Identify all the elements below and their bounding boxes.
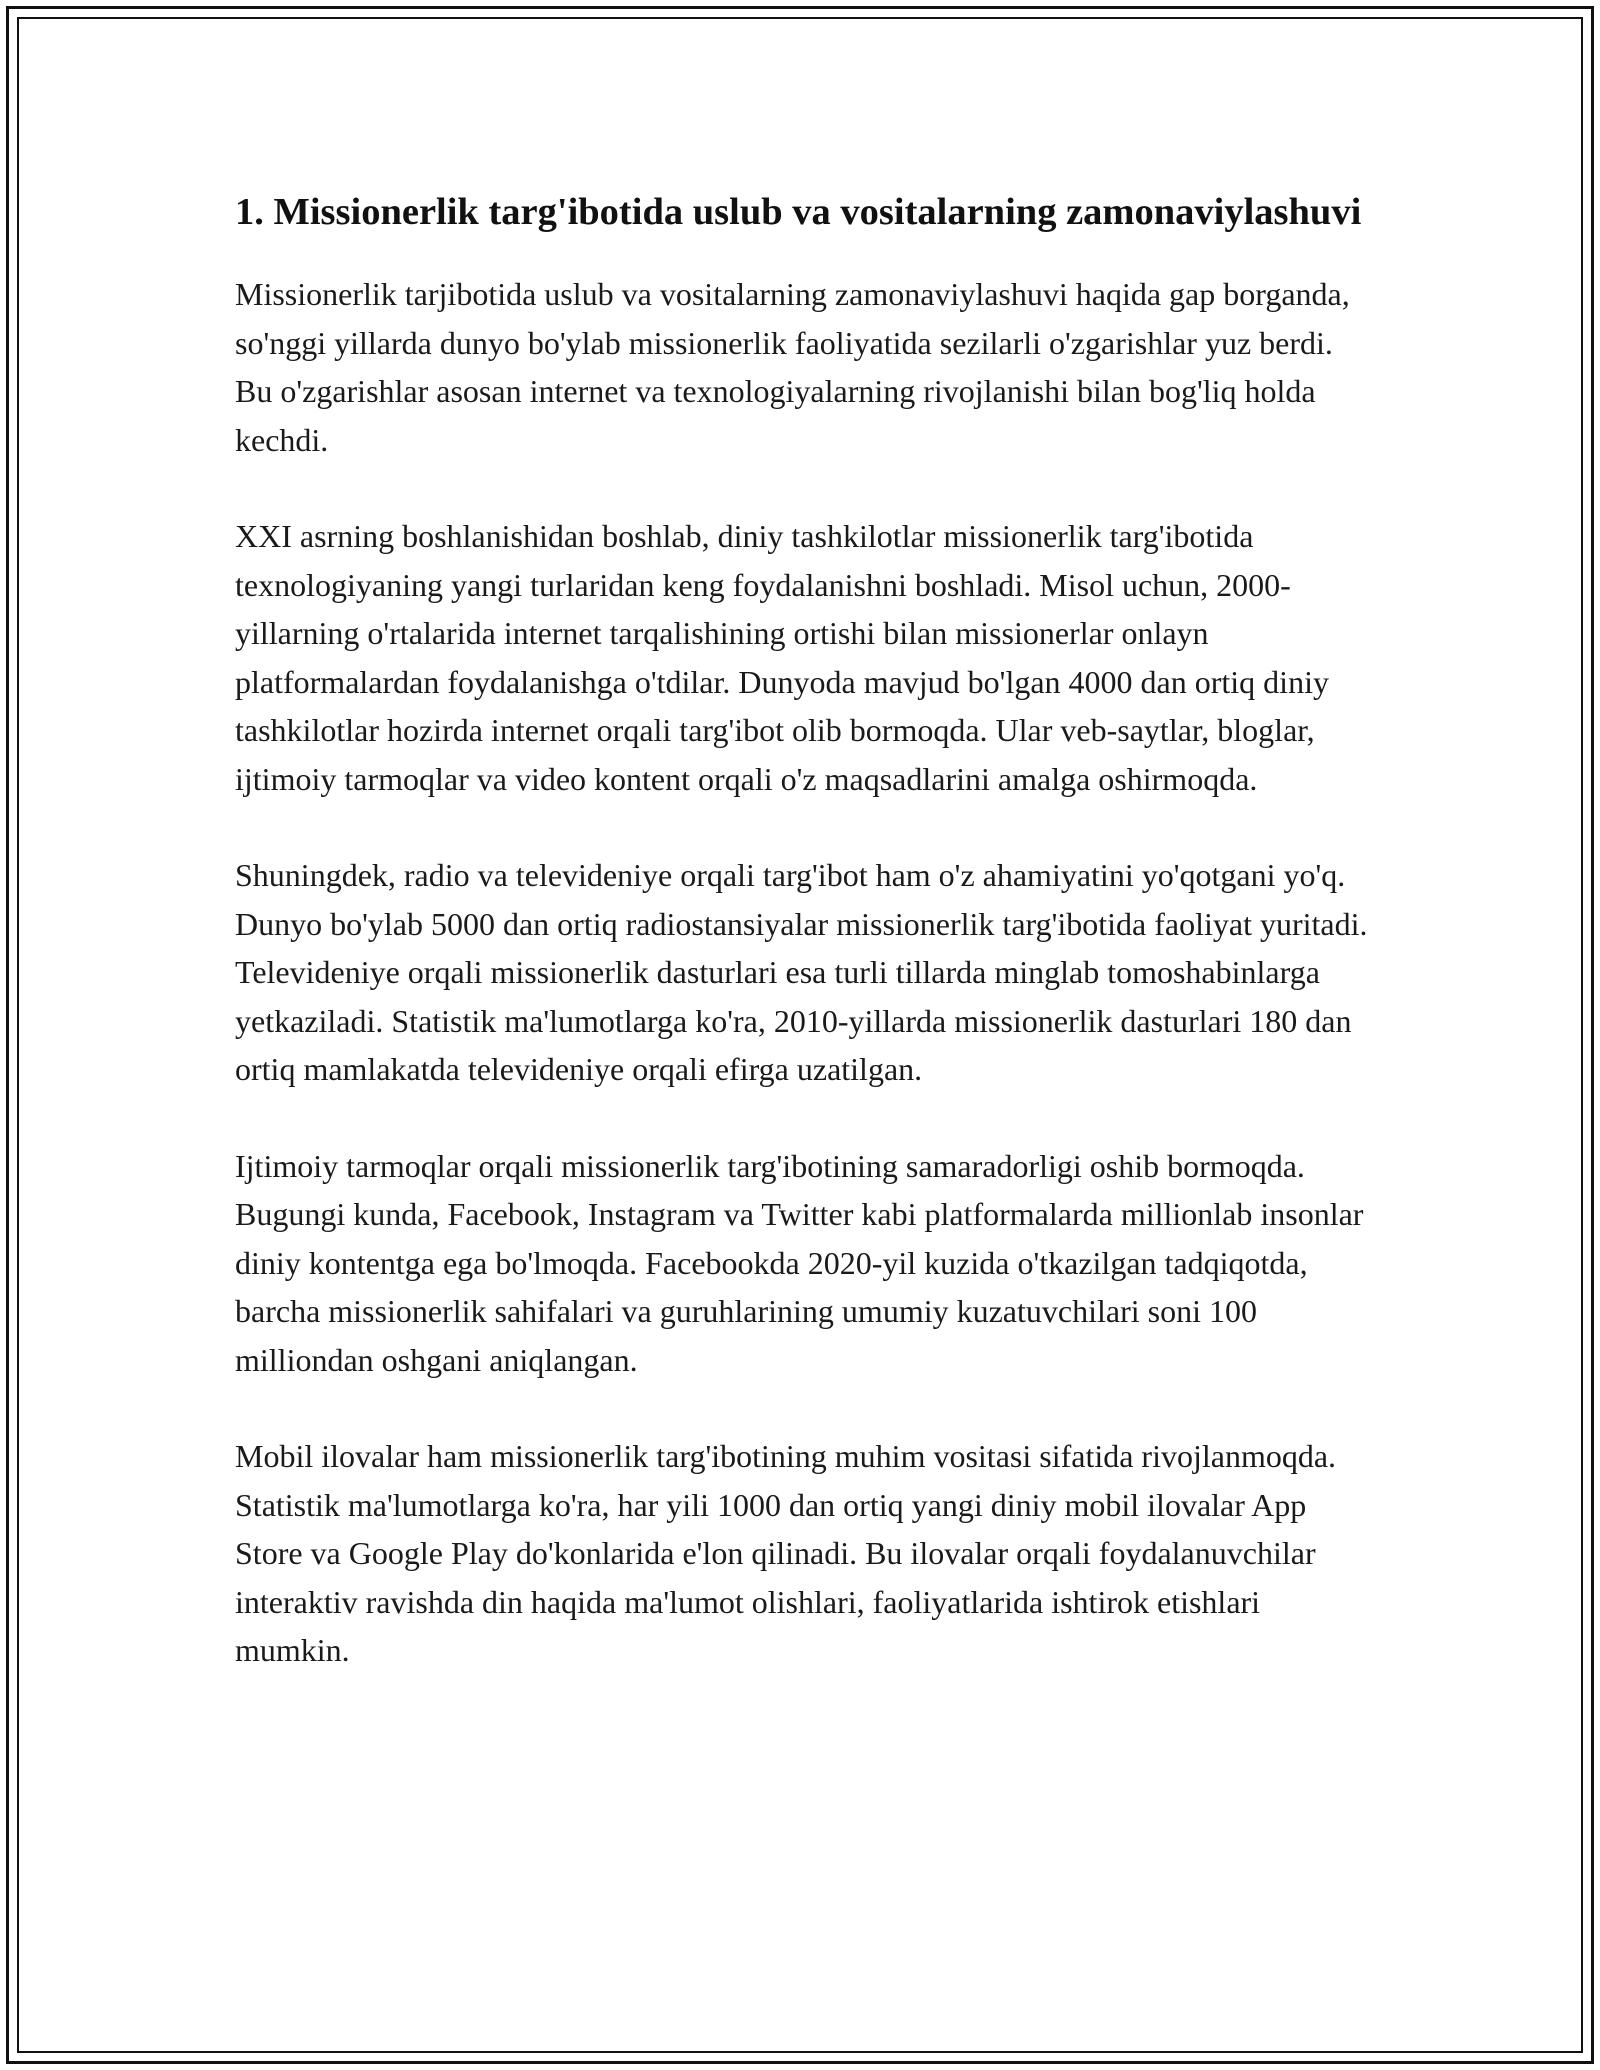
page-title: 1. Missionerlik targ'ibotida uslub va vositalarning zamonaviylashuvi — [235, 191, 1362, 233]
paragraph-1: Missionerlik tarjibotida uslub va vositalarning zamonaviylashuvi haqida gap borganda, so'nggi yillarda dunyo bo'ylab missionerlik faoliyatida sezilarli o'zgarishlar yuz berdi. Bu o'zgarishlar asosan internet va texnologiyalarning rivojlanishi bilan bog'liq holda kechdi. — [235, 276, 1350, 458]
paragraph-5: Mobil ilovalar ham missionerlik targ'ibotining muhim vositasi sifatida rivojlanmoqda. Statistik ma'lumotlarga ko'ra, har yili 1000 dan ortiq yangi diniy mobil ilovalar App Store va Google Play do'konlarida e'lon qilinadi. Bu ilovalar orqali foydalanuvchilar interaktiv ravishda din haqida ma'lumot olishlari, faoliyatlarida ishtirok etishlari mumkin. — [235, 1438, 1337, 1668]
paragraph-2: XXI asrning boshlanishidan boshlab, diniy tashkilotlar missionerlik targ'ibotida texnologiyaning yangi turlaridan keng foydalanishni boshladi. Misol uchun, 2000-yillarning o'rtalarida internet tarqalishining ortishi bilan missionerlar onlayn platformalardan foydalanishga o'tdilar. Dunyoda mavjud bo'lgan 4000 dan ortiq diniy tashkilotlar hozirda internet orqali targ'ibot olib bormoqda. Ular veb-saytlar, bloglar, ijtimoiy tarmoqlar va video kontent orqali o'z maqsadlarini amalga oshirmoqda. — [235, 518, 1329, 797]
paragraph-3: Shuningdek, radio va televideniye orqali targ'ibot ham o'z ahamiyatini yo'qotgani yo'q. Dunyo bo'ylab 5000 dan ortiq radiostansiyalar missionerlik targ'ibotida faoliyat yuritadi. Televideniye orqali missionerlik dasturlari esa turli tillarda minglab tomoshabinlarga yetkaziladi. Statistik ma'lumotlarga ko'ra, 2010-yillarda missionerlik dasturlari 180 dan ortiq mamlakatda televideniye orqali efirga uzatilgan. — [235, 857, 1368, 1087]
paragraph-4: Ijtimoiy tarmoqlar orqali missionerlik targ'ibotining samaradorligi oshib bormoqda. Bugungi kunda, Facebook, Instagram va Twitter kabi platformalarda millionlab insonlar diniy kontentga ega bo'lmoqda. Facebookda 2020-yil kuzida o'tkazilgan tadqiqotda, barcha missionerlik sahifalari va guruhlarining umumiy kuzatuvchilari soni 100 milliondan oshgani aniqlangan. — [235, 1147, 1364, 1378]
document-body — [235, 185, 1375, 1723]
